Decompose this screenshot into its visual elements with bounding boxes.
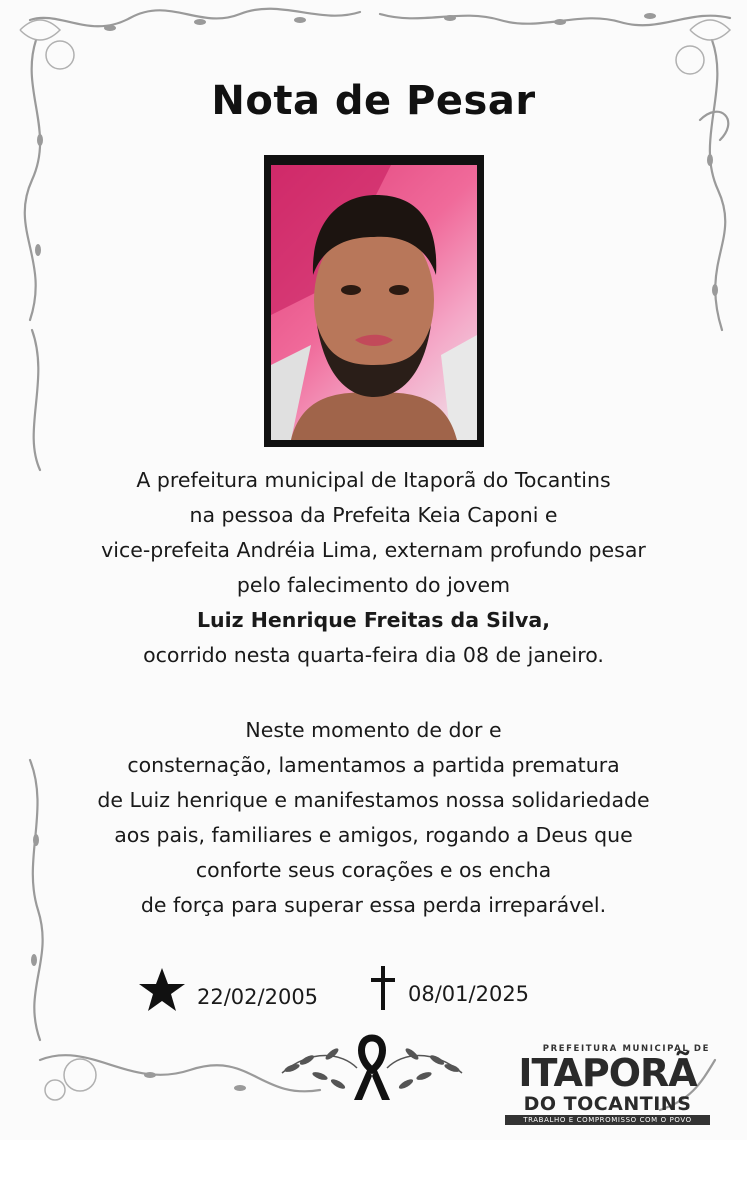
paragraph-line: Neste momento de dor e (245, 718, 502, 742)
cross-icon (370, 966, 396, 1010)
logo-tagline: TRABALHO E COMPROMISSO COM O POVO (505, 1115, 710, 1125)
paragraph-line: consternação, lamentamos a partida prematura (127, 753, 620, 777)
portrait-photo (271, 165, 477, 440)
birth-date: 22/02/2005 (197, 985, 319, 1009)
portrait-frame (264, 155, 484, 447)
mourning-ribbon-icon (262, 1018, 482, 1108)
star-icon (137, 966, 187, 1014)
death-date: 08/01/2025 (408, 982, 530, 1006)
paragraph-line: na pessoa da Prefeita Keia Caponi e (189, 503, 558, 527)
logo-sub-text: DO TOCANTINS (523, 1093, 692, 1115)
paragraph-line: aos pais, familiares e amigos, rogando a Deus que (114, 823, 633, 847)
announcement-paragraph (20, 463, 727, 673)
logo-main-text: ITAPORÃ (518, 1051, 697, 1095)
page-title: Nota de Pesar (211, 78, 536, 124)
municipality-logo (505, 1044, 710, 1126)
paragraph-line: pelo falecimento do jovem (236, 573, 511, 597)
paragraph-line: ocorrido nesta quarta-feira dia 08 de janeiro. (143, 643, 604, 667)
paragraph-line: de força para superar essa perda irreparável. (140, 893, 607, 917)
paragraph-line: A prefeitura municipal de Itaporã do Tocantins (136, 468, 611, 492)
bottom-margin (0, 1140, 747, 1200)
logo-top-text: PREFEITURA MUNICIPAL DE (542, 1044, 710, 1054)
paragraph-line: conforte seus corações e os encha (195, 858, 552, 882)
paragraph-line: vice-prefeita Andréia Lima, externam profundo pesar (101, 538, 646, 562)
condolence-paragraph (20, 713, 727, 923)
paragraph-line: de Luiz henrique e manifestamos nossa solidariedade (97, 788, 650, 812)
deceased-name: Luiz Henrique Freitas da Silva, (196, 608, 550, 632)
portrait-illustration (271, 165, 477, 440)
